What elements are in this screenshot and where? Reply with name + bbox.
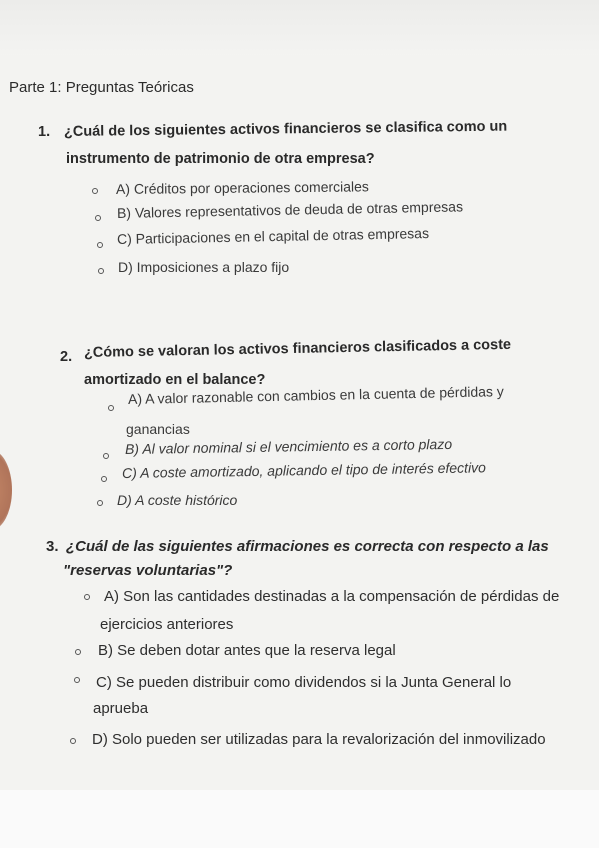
question-number: 3. bbox=[46, 538, 59, 555]
bullet-icon bbox=[108, 405, 114, 411]
option-item: D) A coste histórico bbox=[117, 492, 238, 508]
bullet-icon bbox=[70, 738, 76, 744]
bullet-icon bbox=[75, 649, 81, 655]
option-item: B) Se deben dotar antes que la reserva legal bbox=[98, 642, 396, 659]
question-text-cont: "reservas voluntarias"? bbox=[63, 562, 233, 579]
option-item: A) Créditos por operaciones comerciales bbox=[115, 178, 369, 197]
bullet-icon bbox=[84, 594, 90, 600]
option-item-cont: ganancias bbox=[126, 421, 190, 437]
option-item: B) Al valor nominal si el vencimiento es a corto plazo bbox=[124, 435, 453, 457]
bullet-icon bbox=[103, 453, 109, 459]
option-item-cont: aprueba bbox=[93, 700, 149, 717]
bullet-icon bbox=[92, 188, 98, 194]
question-number: 2. bbox=[60, 349, 73, 365]
bullet-icon bbox=[95, 215, 101, 221]
bullet-icon bbox=[74, 677, 80, 683]
bullet-icon bbox=[97, 242, 103, 248]
option-item: C) A coste amortizado, aplicando el tipo de interés efectivo bbox=[121, 459, 487, 481]
question-text-cont: instrumento de patrimonio de otra empresa? bbox=[66, 151, 375, 167]
section-title: Parte 1: Preguntas Teóricas bbox=[9, 79, 194, 96]
background-top bbox=[0, 0, 599, 60]
option-item: D) Imposiciones a plazo fijo bbox=[118, 259, 290, 275]
background-bottom bbox=[0, 790, 599, 848]
question-text: ¿Cuál de los siguientes activos financieros se clasifica como un bbox=[63, 118, 508, 140]
question-text-cont: amortizado en el balance? bbox=[84, 372, 266, 388]
option-item: A) Son las cantidades destinadas a la compensación de pérdidas de bbox=[104, 588, 560, 605]
question-number: 1. bbox=[38, 124, 51, 140]
option-item-cont: ejercicios anteriores bbox=[100, 616, 234, 633]
option-item: D) Solo pueden ser utilizadas para la revalorización del inmovilizado bbox=[92, 731, 546, 748]
option-item: A) A valor razonable con cambios en la cuenta de pérdidas y bbox=[127, 383, 504, 407]
question-text: ¿Cómo se valoran los activos financieros clasificados a coste bbox=[83, 336, 512, 361]
option-item: B) Valores representativos de deuda de otras empresas bbox=[116, 198, 464, 221]
bullet-icon bbox=[97, 500, 103, 506]
question-text: ¿Cuál de las siguientes afirmaciones es correcta con respecto a las bbox=[66, 538, 549, 555]
bullet-icon bbox=[101, 476, 107, 482]
option-item: C) Se pueden distribuir como dividendos si la Junta General lo bbox=[96, 674, 512, 691]
bullet-icon bbox=[98, 268, 104, 274]
option-item: C) Participaciones en el capital de otras empresas bbox=[116, 225, 430, 247]
